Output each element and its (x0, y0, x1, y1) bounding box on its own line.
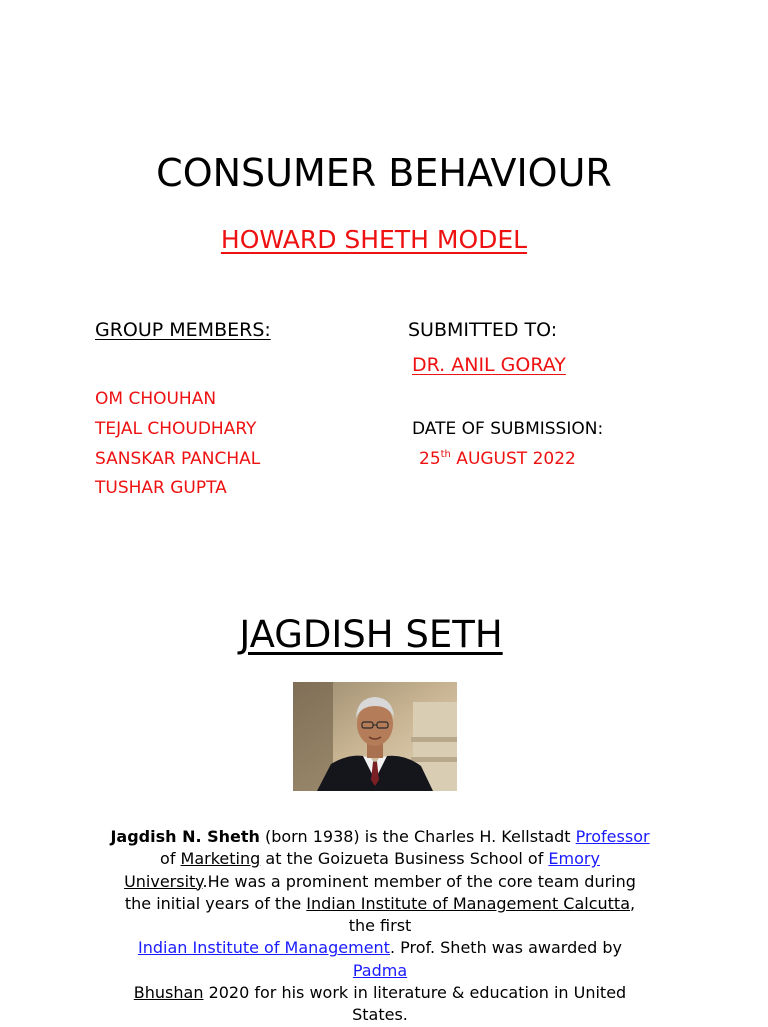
date-of-submission-label: DATE OF SUBMISSION: (412, 419, 604, 439)
date-month-year: AUGUST 2022 (450, 449, 576, 469)
link-emory[interactable]: Emory (548, 849, 600, 869)
member-name: SANSKAR PANCHAL (95, 449, 261, 469)
link-university[interactable]: University (124, 871, 203, 891)
link-professor[interactable]: Professor (575, 827, 650, 846)
bio-text: .He was a prominent member of the core team during the initial years of the (124, 871, 636, 913)
bio-name: Jagdish N. Sheth (110, 827, 260, 846)
portrait-image (293, 682, 457, 791)
bio-text: 2020 for his work in literature & education in United States. (203, 983, 627, 1025)
group-members-label: GROUP MEMBERS: (95, 319, 271, 341)
link-iim[interactable]: Indian Institute of Management (138, 938, 390, 958)
bio-paragraph (110, 826, 650, 1027)
member-name: TEJAL CHOUDHARY (95, 419, 257, 439)
member-name: OM CHOUHAN (95, 389, 217, 409)
section-heading: JAGDISH SETH (239, 613, 503, 656)
bio-text: . Prof. Sheth was awarded by (389, 938, 622, 958)
member-name: TUSHAR GUPTA (95, 478, 227, 498)
bio-text: , the first (348, 893, 636, 936)
bio-text: of (160, 849, 181, 869)
link-padma[interactable]: Padma (352, 960, 408, 980)
link-marketing[interactable]: Marketing (180, 849, 261, 869)
link-iim-calcutta[interactable]: Indian Institute of Management Calcutta (306, 893, 631, 913)
portrait-photo (293, 682, 457, 791)
submitted-to-label: SUBMITTED TO: (408, 319, 558, 341)
document-subtitle: HOWARD SHETH MODEL (220, 225, 528, 254)
submission-date (419, 448, 576, 473)
submitted-to-name: DR. ANIL GORAY (412, 354, 566, 376)
document-title: CONSUMER BEHAVIOUR (156, 151, 612, 195)
bio-text: at the Goizueta Business School of (260, 849, 549, 869)
bio-text: (born 1938) is the Charles H. Kellstadt (259, 827, 576, 846)
link-bhushan[interactable]: Bhushan (133, 983, 204, 1003)
date-ordinal-suffix: th (440, 449, 451, 460)
date-day: 25 (419, 449, 441, 469)
